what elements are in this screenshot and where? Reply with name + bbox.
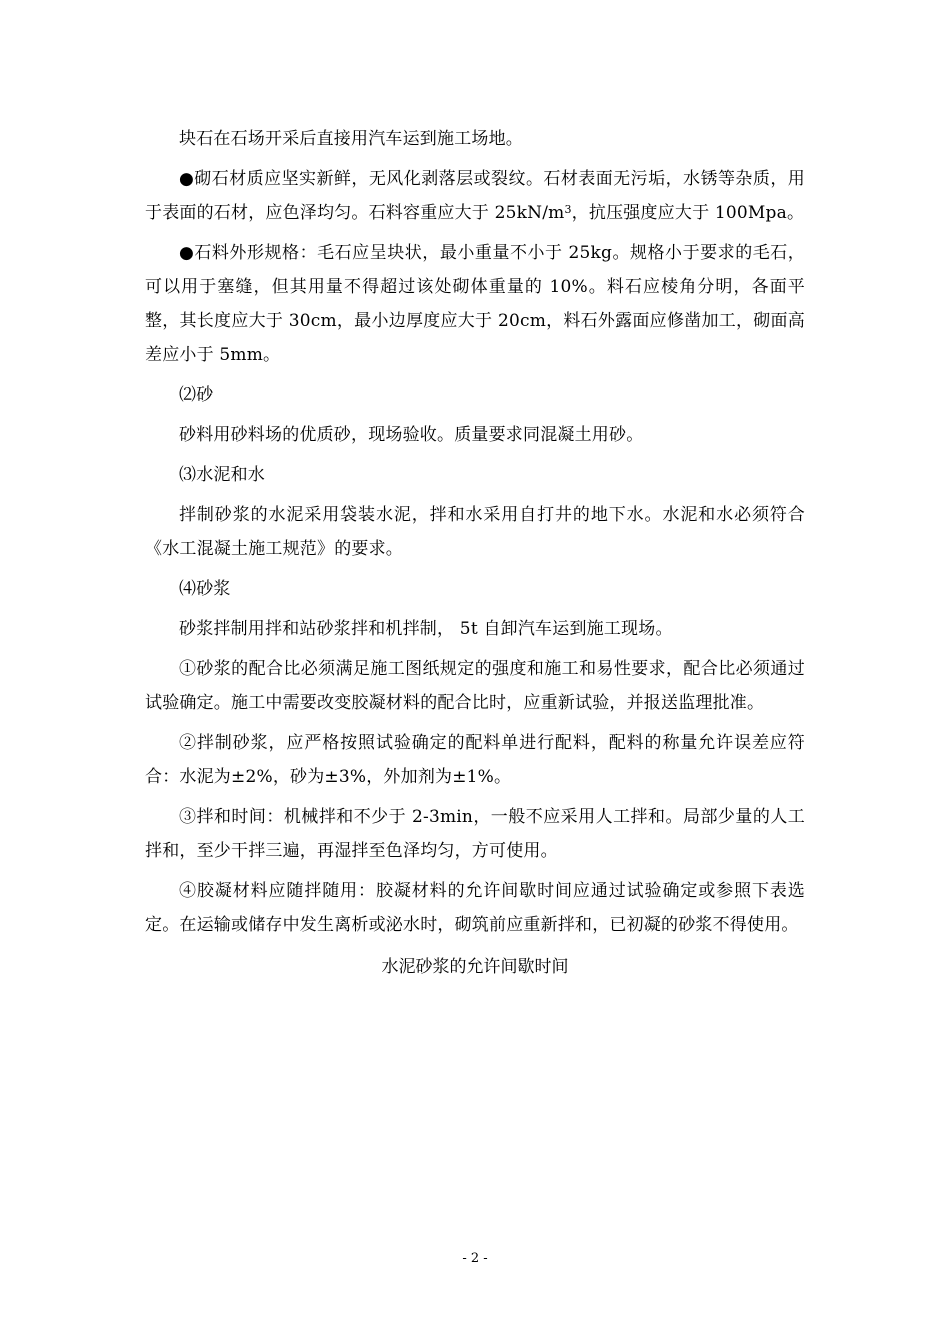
paragraph-stone-shape: ●石料外形规格：毛石应呈块状，最小重量不小于 25kg。规格小于要求的毛石，可以用于塞缝，但其用量不得超过该处砌体重量的 10%。料石应棱角分明，各面平整，其长度应大于 30cm，最小边厚度应大于 20cm，料石外露面应修凿加工，砌面高差应小于 5mm。: [145, 243, 805, 365]
heading-cement-water: ⑶水泥和水: [179, 465, 265, 485]
heading-mortar: ⑷砂浆: [179, 579, 231, 599]
heading-sand: ⑵砂: [179, 385, 214, 405]
paragraph-stone-quality-text: ●砌石材质应坚实新鲜，无风化剥落层或裂纹。石材表面无污垢，水锈等杂质，用于表面的石材，应色泽均匀。石料容重应大于 25kN/m: [145, 169, 805, 223]
table-caption: 水泥砂浆的允许间歇时间: [381, 957, 569, 977]
paragraph-cementitious: ④胶凝材料应随拌随用：胶凝材料的允许间歇时间应通过试验确定或参照下表选定。在运输或储存中发生离析或泌水时，砌筑前应重新拌和，已初凝的砂浆不得使用。: [145, 881, 805, 935]
paragraph-transport: 块石在石场开采后直接用汽车运到施工场地。: [179, 129, 523, 149]
paragraph-mix-ratio: ①砂浆的配合比必须满足施工图纸规定的强度和施工和易性要求，配合比必须通过试验确定。施工中需要改变胶凝材料的配合比时，应重新试验，并报送监理批准。: [145, 659, 805, 713]
paragraph-mixing-time: ③拌和时间：机械拌和不少于 2-3min，一般不应采用人工拌和。局部少量的人工拌和，至少干拌三遍，再湿拌至色泽均匀，方可使用。: [145, 807, 805, 861]
paragraph-sand: 砂料用砂料场的优质砂，现场验收。质量要求同混凝土用砂。: [179, 425, 644, 445]
paragraph-cement-water: 拌制砂浆的水泥采用袋装水泥，拌和水采用自打井的地下水。水泥和水必须符合《水工混凝土施工规范》的要求。: [145, 505, 805, 559]
superscript-cubic: 3: [564, 203, 572, 216]
paragraph-weighing: ②拌制砂浆，应严格按照试验确定的配料单进行配料，配料的称量允许误差应符合：水泥为±2%，砂为±3%，外加剂为±1%。: [145, 733, 805, 787]
paragraph-mortar-mixing: 砂浆拌制用拌和站砂浆拌和机拌制， 5t 自卸汽车运到施工现场。: [179, 619, 673, 639]
page-number: - 2 -: [462, 1251, 488, 1266]
paragraph-stone-quality-tail: ，抗压强度应大于 100Mpa。: [571, 203, 805, 223]
paragraph-stone-quality: [145, 162, 805, 230]
page-content: [145, 122, 805, 984]
